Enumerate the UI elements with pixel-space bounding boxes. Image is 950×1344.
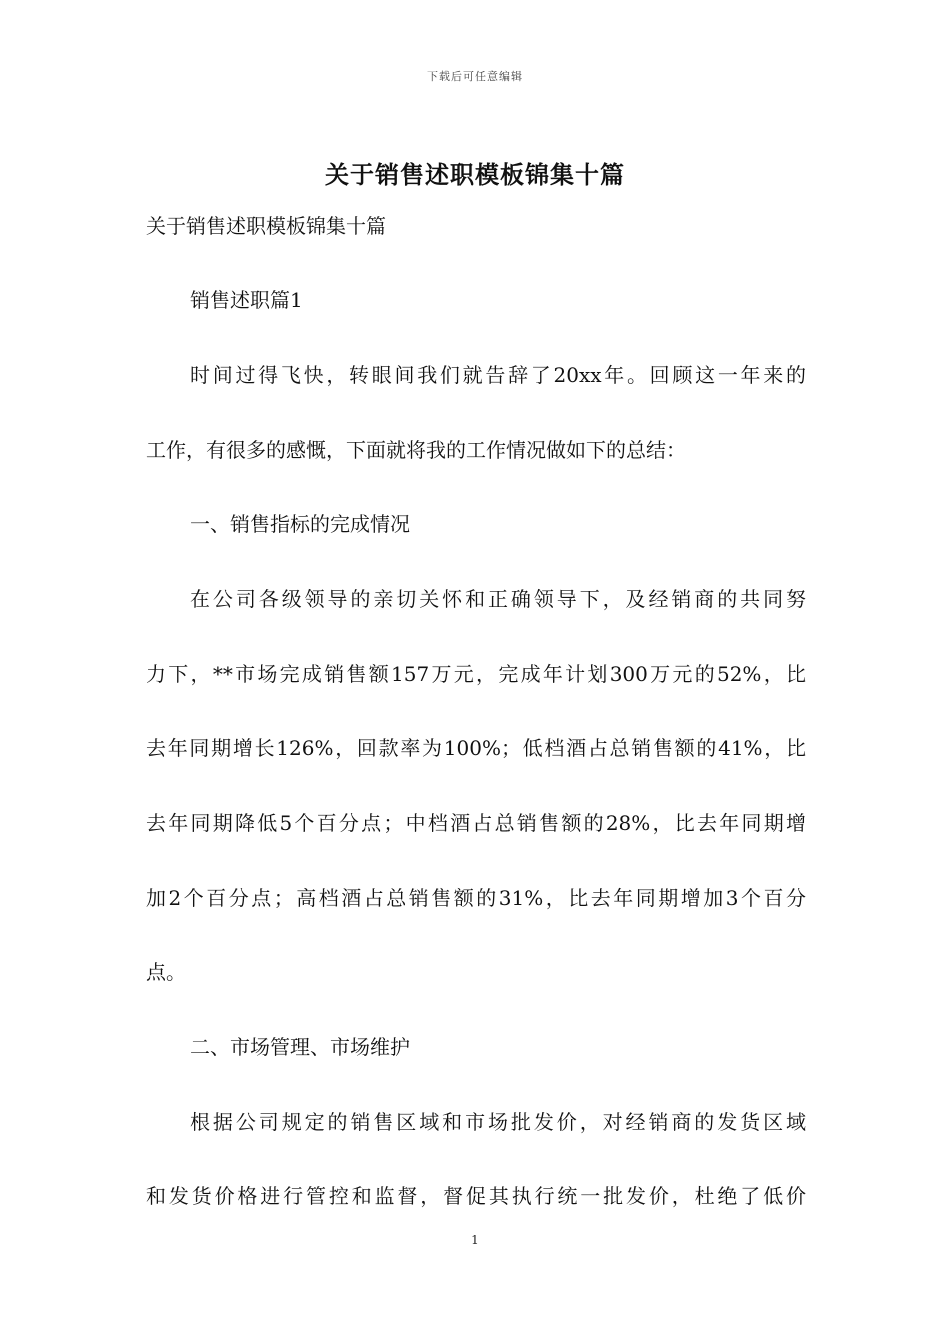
paragraph-2-line-2: 力下，**市场完成销售额157万元，完成年计划300万元的52%，比	[146, 662, 806, 686]
paragraph-3-line-2: 和发货价格进行管控和监督，督促其执行统一批发价，杜绝了低价	[146, 1184, 806, 1208]
section-heading: 销售述职篇1	[190, 288, 303, 312]
page-number: 1	[471, 1233, 479, 1247]
document-subtitle: 关于销售述职模板锦集十篇	[146, 214, 386, 238]
paragraph-1-line-1: 时间过得飞快，转眼间我们就告辞了20xx年。回顾这一年来的	[190, 363, 806, 387]
paragraph-2-line-6: 点。	[146, 960, 186, 984]
paragraph-1-line-2: 工作，有很多的感慨，下面就将我的工作情况做如下的总结：	[146, 438, 686, 462]
heading-sales-targets: 一、销售指标的完成情况	[190, 512, 410, 536]
paragraph-2-line-5: 加2个百分点；高档酒占总销售额的31%，比去年同期增加3个百分	[146, 886, 806, 910]
paragraph-2-line-4: 去年同期降低5个百分点；中档酒占总销售额的28%，比去年同期增	[146, 811, 806, 835]
header-note: 下载后可任意编辑	[427, 70, 523, 83]
paragraph-3-line-1: 根据公司规定的销售区域和市场批发价，对经销商的发货区域	[190, 1110, 806, 1134]
document-title: 关于销售述职模板锦集十篇	[325, 160, 625, 189]
heading-market-management: 二、市场管理、市场维护	[190, 1035, 410, 1059]
paragraph-2-line-1: 在公司各级领导的亲切关怀和正确领导下，及经销商的共同努	[190, 587, 806, 611]
paragraph-2-line-3: 去年同期增长126%，回款率为100%；低档酒占总销售额的41%，比	[146, 736, 806, 760]
